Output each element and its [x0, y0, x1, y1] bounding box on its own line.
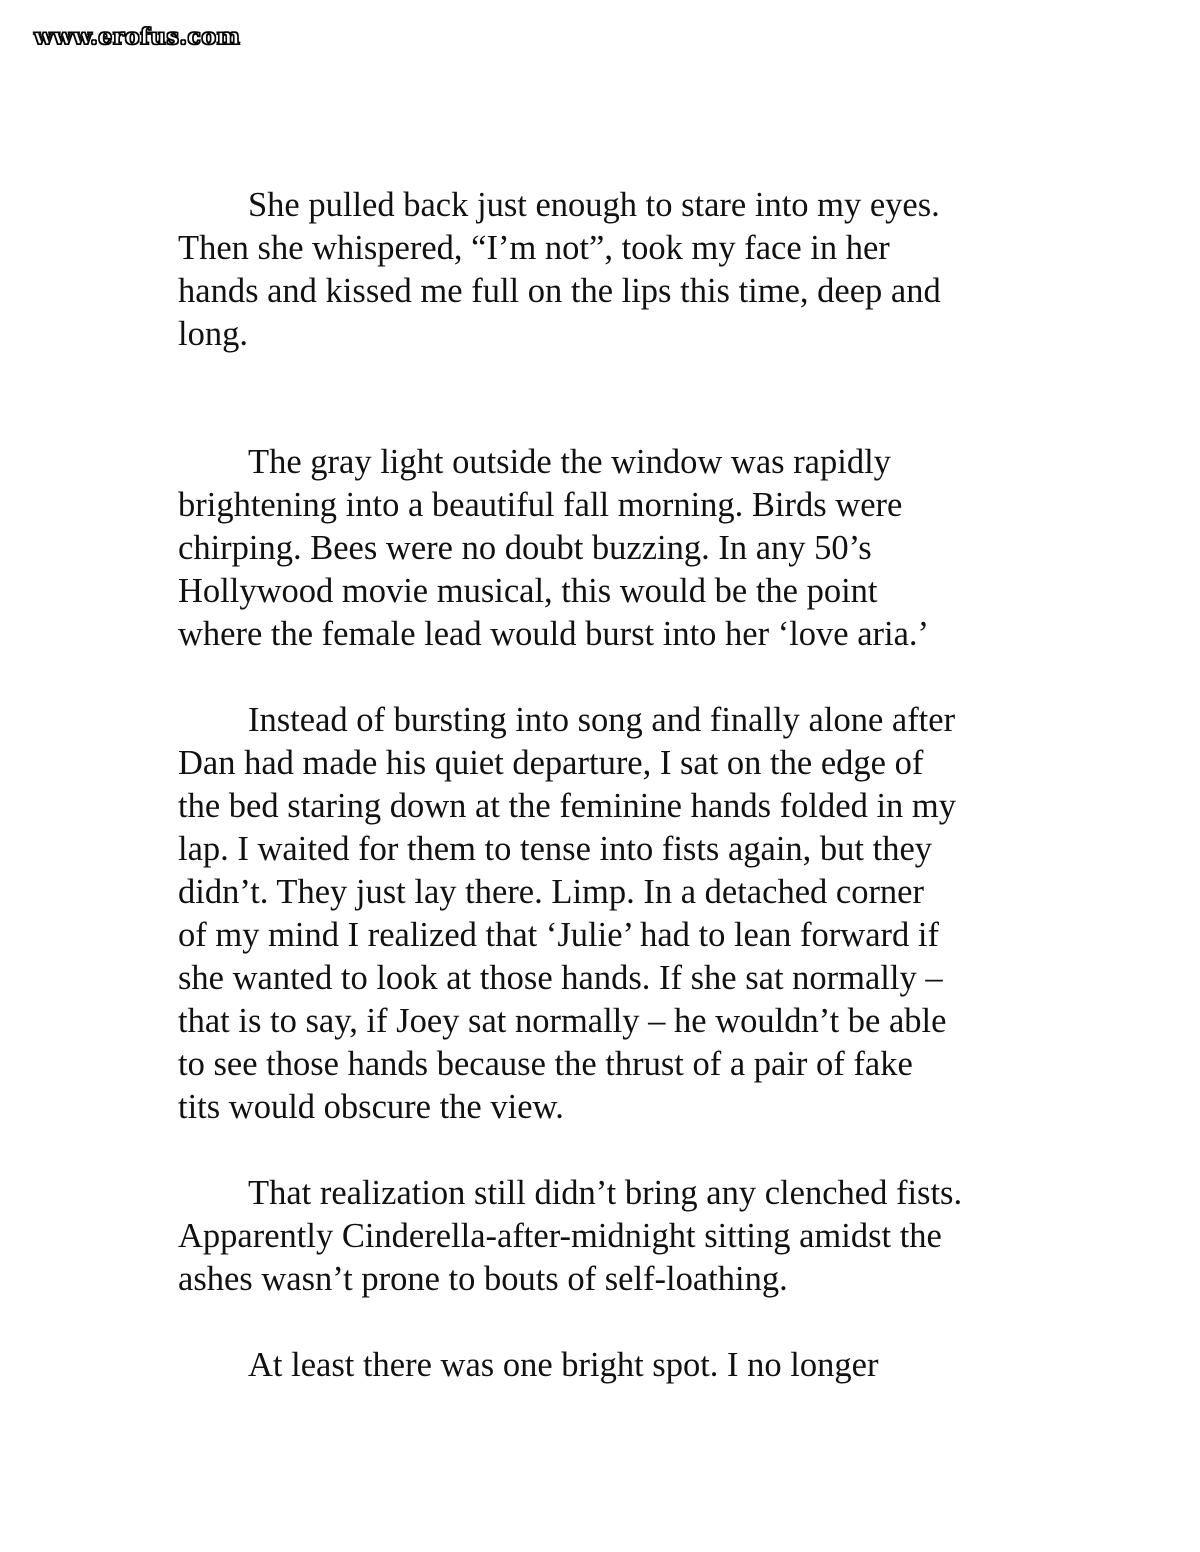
paragraph-spacer — [178, 656, 1038, 699]
text-line: chirping. Bees were no doubt buzzing. In any 50’s — [178, 529, 872, 567]
paragraph-spacer — [178, 1301, 1038, 1344]
text-line: where the female lead would burst into her ‘love aria.’ — [178, 615, 930, 653]
paragraph-5 — [178, 1344, 1038, 1387]
text-line: brightening into a beautiful fall morning. Birds were — [178, 486, 903, 524]
text-line: Apparently Cinderella-after-midnight sitting amidst the — [178, 1217, 942, 1255]
text-line: Dan had made his quiet departure, I sat on the edge of — [178, 744, 924, 782]
text-line: Then she whispered, “I’m not”, took my face in her — [178, 229, 890, 267]
watermark-text: www.erofus.com — [34, 24, 241, 50]
text-line: tits would obscure the view. — [178, 1088, 564, 1126]
paragraph-spacer — [178, 1129, 1038, 1172]
text-line: the bed staring down at the feminine hands folded in my — [178, 787, 956, 825]
text-line: Instead of bursting into song and finally alone after — [248, 701, 956, 739]
document-body — [178, 184, 1038, 1387]
paragraph-3 — [178, 699, 1038, 1129]
paragraph-4 — [178, 1172, 1038, 1301]
paragraph-1 — [178, 184, 1038, 356]
text-line: didn’t. They just lay there. Limp. In a detached corner — [178, 873, 924, 911]
text-line: ashes wasn’t prone to bouts of self-loathing. — [178, 1260, 788, 1298]
text-line: At least there was one bright spot. I no longer — [248, 1346, 879, 1384]
paragraph-2 — [178, 441, 1038, 656]
text-line: to see those hands because the thrust of a pair of fake — [178, 1045, 913, 1083]
text-line: That realization still didn’t bring any clenched fists. — [248, 1174, 963, 1212]
text-line: long. — [178, 315, 248, 353]
text-line: lap. I waited for them to tense into fists again, but they — [178, 830, 933, 868]
paragraph-spacer — [178, 356, 1038, 441]
text-line: that is to say, if Joey sat normally – he wouldn’t be able — [178, 1002, 947, 1040]
text-line: The gray light outside the window was rapidly — [248, 443, 891, 481]
text-line: she wanted to look at those hands. If she sat normally – — [178, 959, 943, 997]
text-line: She pulled back just enough to stare into my eyes. — [248, 186, 940, 224]
text-line: of my mind I realized that ‘Julie’ had to lean forward if — [178, 916, 939, 954]
text-line: hands and kissed me full on the lips this time, deep and — [178, 272, 941, 310]
text-line: Hollywood movie musical, this would be the point — [178, 572, 878, 610]
